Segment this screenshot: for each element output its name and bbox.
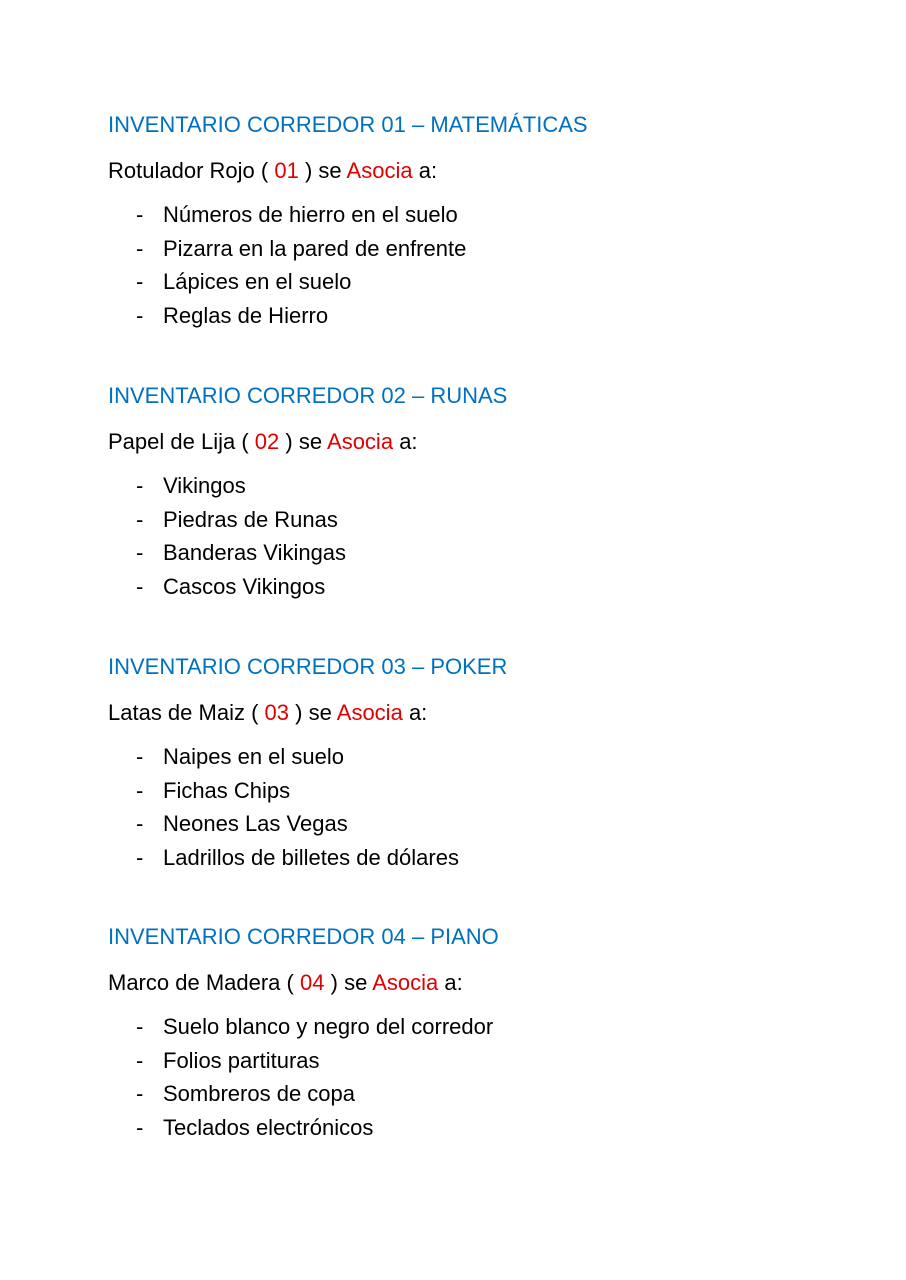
close-paren: ) — [304, 158, 313, 183]
list-item-text: Fichas Chips — [163, 777, 291, 803]
list-item-text: Vikingos — [163, 473, 246, 498]
object-name: Latas de Maiz — [108, 700, 245, 725]
object-number: 04 — [300, 970, 325, 995]
list-item — [108, 539, 868, 573]
close-paren: ) — [285, 429, 293, 454]
section-heading: INVENTARIO CORREDOR 02 – RUNAS — [108, 383, 508, 408]
object-name: Marco de Madera — [108, 970, 281, 995]
list-item-text: Neones Las Vegas — [163, 811, 348, 836]
list-item-text: Folios partituras — [163, 1047, 320, 1073]
list-item-text: Teclados electrónicos — [163, 1114, 374, 1140]
asocia-word: Asocia — [336, 700, 403, 725]
dash-bullet: - — [136, 235, 144, 261]
list-item — [108, 777, 868, 811]
list-item — [108, 1080, 868, 1114]
object-name: Rotulador Rojo — [108, 158, 255, 183]
open-paren: ( — [286, 970, 294, 995]
list-item-text: Sombreros de copa — [163, 1081, 355, 1106]
section-corredor-04 — [108, 923, 868, 1147]
associated-items-list — [108, 1013, 868, 1147]
list-item-text: Piedras de Runas — [163, 506, 338, 532]
a-word: a: — [399, 429, 418, 454]
object-number: 02 — [254, 429, 280, 454]
se-word: se — [344, 970, 368, 995]
list-item-text: Ladrillos de billetes de dólares — [163, 844, 459, 870]
section-corredor-03 — [108, 653, 868, 877]
list-item — [108, 506, 868, 540]
dash-bullet: - — [136, 1081, 144, 1106]
dash-bullet: - — [136, 573, 144, 599]
list-item-text: Reglas de Hierro — [163, 302, 329, 328]
dash-bullet: - — [136, 744, 144, 769]
list-item — [108, 1013, 868, 1047]
dash-bullet: - — [136, 1114, 144, 1140]
object-number: 03 — [264, 700, 290, 725]
open-paren: ( — [260, 158, 269, 183]
list-item — [108, 1047, 868, 1081]
asocia-word: Asocia — [327, 429, 394, 454]
associated-items-list — [108, 743, 868, 877]
list-item — [108, 844, 868, 878]
open-paren: ( — [251, 700, 259, 725]
dash-bullet: - — [136, 506, 144, 532]
se-word: se — [298, 429, 323, 454]
close-paren: ) — [330, 970, 338, 995]
dash-bullet: - — [136, 269, 144, 294]
se-word: se — [308, 700, 332, 725]
section-heading: INVENTARIO CORREDOR 01 – MATEMÁTICAS — [108, 112, 588, 137]
dash-bullet: - — [136, 777, 144, 803]
list-item — [108, 268, 868, 302]
dash-bullet: - — [136, 302, 144, 328]
association-line — [108, 699, 868, 727]
list-item-text: Lápices en el suelo — [163, 269, 352, 294]
list-item-text: Pizarra en la pared de enfrente — [163, 235, 467, 261]
list-item-text: Banderas Vikingas — [163, 540, 347, 565]
asocia-word: Asocia — [346, 158, 413, 183]
dash-bullet: - — [136, 1047, 144, 1073]
close-paren: ) — [295, 700, 303, 725]
section-heading: INVENTARIO CORREDOR 03 – POKER — [108, 654, 508, 679]
list-item — [108, 302, 868, 336]
list-item — [108, 1114, 868, 1148]
association-line — [108, 428, 868, 456]
open-paren: ( — [241, 429, 249, 454]
section-corredor-01 — [108, 111, 868, 335]
association-line — [108, 969, 868, 997]
list-item — [108, 573, 868, 607]
association-line — [108, 157, 868, 185]
section-corredor-02 — [108, 382, 868, 606]
list-item — [108, 472, 868, 506]
se-word: se — [318, 158, 342, 183]
dash-bullet: - — [136, 202, 144, 227]
associated-items-list — [108, 472, 868, 606]
list-item-text: Suelo blanco y negro del corredor — [163, 1014, 494, 1039]
dash-bullet: - — [136, 540, 144, 565]
object-name: Papel de Lija — [108, 429, 236, 454]
list-item — [108, 201, 868, 235]
list-item-text: Naipes en el suelo — [163, 744, 345, 769]
list-item-text: Cascos Vikingos — [163, 573, 326, 599]
list-item — [108, 743, 868, 777]
dash-bullet: - — [136, 1014, 144, 1039]
list-item — [108, 235, 868, 269]
dash-bullet: - — [136, 473, 144, 498]
section-heading: INVENTARIO CORREDOR 04 – PIANO — [108, 924, 499, 949]
a-word: a: — [418, 158, 438, 183]
object-number: 01 — [274, 158, 299, 183]
dash-bullet: - — [136, 811, 144, 836]
a-word: a: — [408, 700, 428, 725]
list-item — [108, 810, 868, 844]
asocia-word: Asocia — [372, 970, 439, 995]
a-word: a: — [444, 970, 463, 995]
list-item-text: Números de hierro en el suelo — [163, 202, 458, 227]
associated-items-list — [108, 201, 868, 335]
dash-bullet: - — [136, 844, 144, 870]
